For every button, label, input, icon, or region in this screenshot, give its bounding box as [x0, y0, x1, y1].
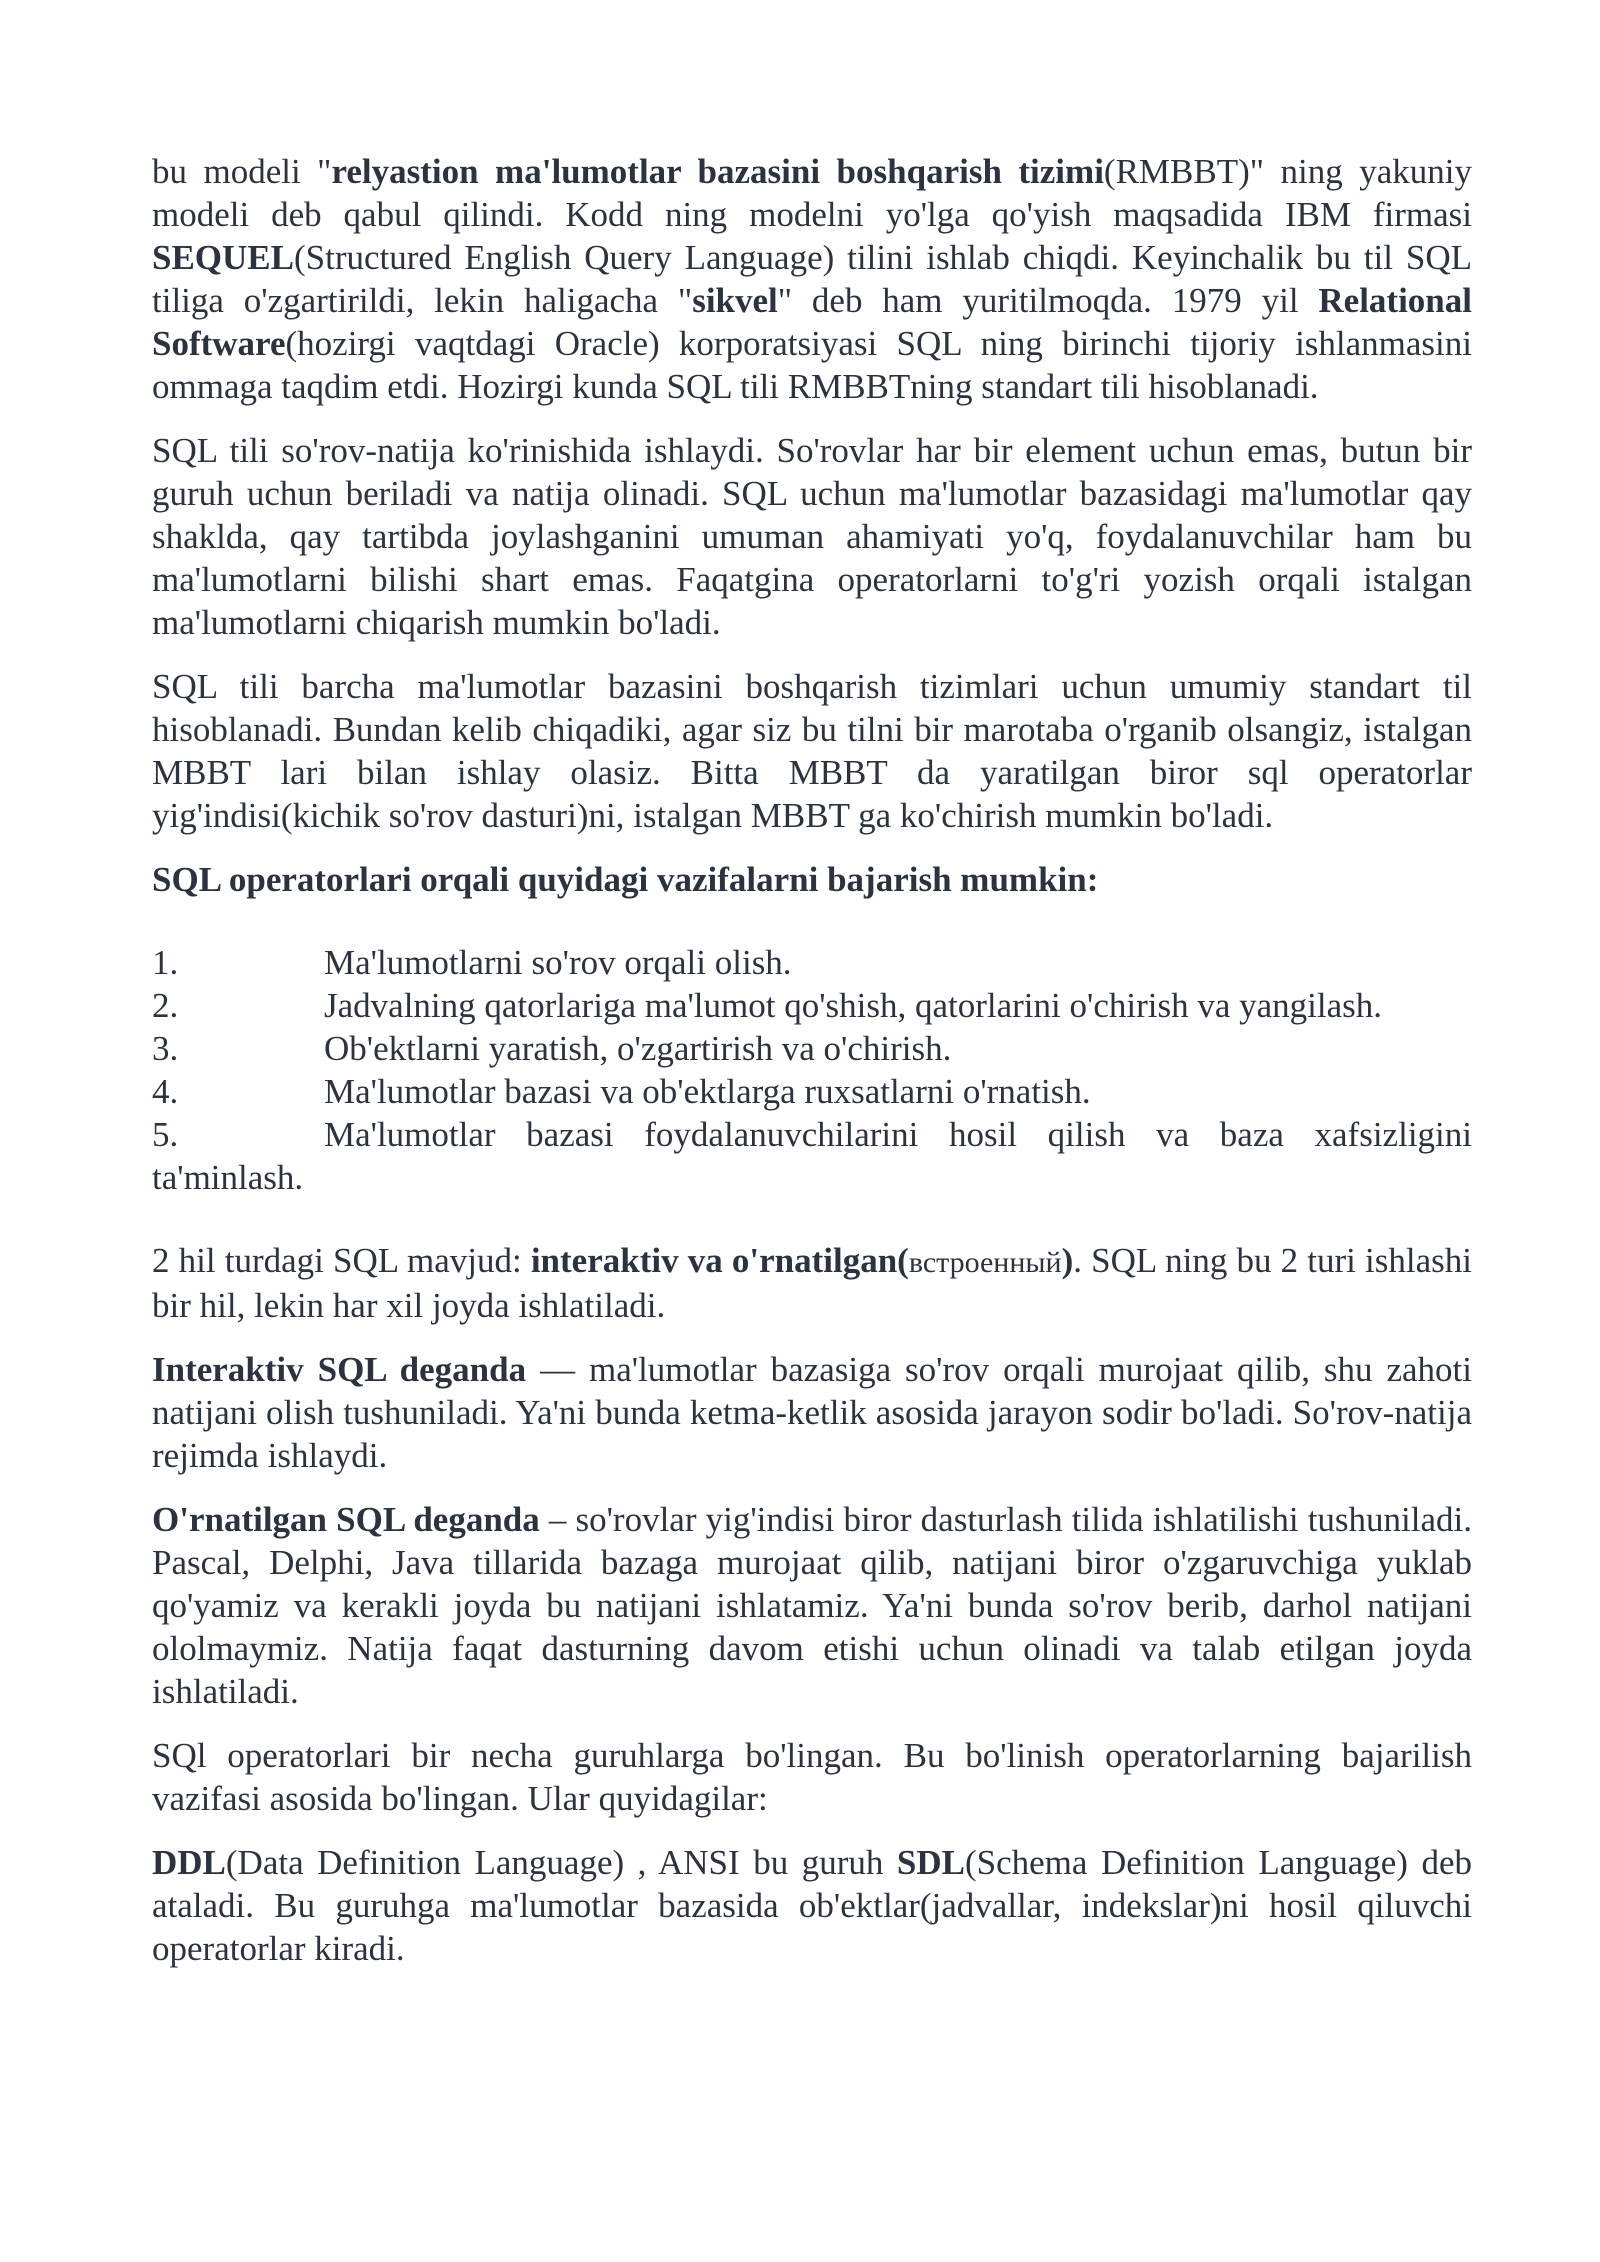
text: — ma'lumotlar bazasiga so'rov orqali murojaat qilib, shu zahoti natijani olish tushuniladi. Ya'ni bunda ketma-ketlik asosida jarayon sodir bo'ladi. So'rov-natija rejimda ishlaydi. [152, 1350, 1472, 1475]
text: (Data Definition Language) , ANSI bu guruh [225, 1843, 897, 1882]
task-list [152, 941, 1472, 1199]
bold-term: SEQUEL [152, 238, 294, 277]
list-number: 4. [152, 1072, 179, 1111]
text: (RMBBT)" ning yakuniy modeli deb qabul qilindi. Kodd ning modelni yo'lga qo'yish maqsadida IBM firmasi [152, 152, 1472, 234]
bold-text: ) [1061, 1241, 1074, 1280]
bold-term: SDL [896, 1843, 965, 1882]
list-text: Ob'ektlarni yaratish, o'zgartirish va o'chirish. [324, 1029, 952, 1068]
document-page [152, 150, 1472, 1991]
paragraph-query-result: SQL tili so'rov-natija ko'rinishida ishlaydi. So'rovlar har bir element uchun emas, butun bir guruh uchun beriladi va natija olinadi. SQL uchun ma'lumotlar bazasidagi ma'lumotlar qay shaklda, qay tartibda joylashganini umuman ahamiyati yo'q, foydalanuvchilar ham bu ma'lumotlarni bilishi shart emas. Faqatgina operatorlarni to'g'ri yozish orqali istalgan ma'lumotlarni chiqarish mumkin bo'ladi. [152, 431, 1472, 642]
cyrillic-term: встроенный [908, 1246, 1062, 1279]
list-item [152, 941, 1472, 984]
bold-text: interaktiv va o'rnatilgan( [530, 1241, 909, 1280]
text: bu modeli " [152, 152, 332, 191]
list-item [152, 1070, 1472, 1113]
list-number: 1. [152, 943, 179, 982]
paragraph-sql-types [152, 1239, 1472, 1327]
list-text: Ma'lumotlar bazasi foydalanuvchilarini hosil qilish va baza xafsizligini ta'minlash. [152, 1115, 1472, 1197]
list-number: 3. [152, 1029, 179, 1068]
bold-term: DDL [152, 1843, 226, 1882]
list-number: 2. [152, 986, 179, 1025]
section-heading: SQL operatorlari orqali quyidagi vazifalarni bajarish mumkin: [152, 860, 1099, 899]
text: (hozirgi vaqtdagi Oracle) korporatsiyasi SQL ning birinchi tijoriy ishlanmasini ommaga taqdim etdi. Hozirgi kunda SQL tili RMBBTning standart tili hisoblanadi. [152, 324, 1472, 406]
list-text: Jadvalning qatorlariga ma'lumot qo'shish, qatorlarini o'chirish va yangilash. [324, 986, 1382, 1025]
bold-term: Relational Software [152, 281, 1472, 363]
bold-term: relyastion ma'lumotlar bazasini boshqarish tizimi [331, 152, 1104, 191]
text: " deb ham yuritilmoqda. 1979 yil [777, 281, 1319, 320]
bold-term: Interaktiv SQL deganda [152, 1350, 527, 1389]
text: 2 hil turdagi SQL mavjud: [152, 1241, 531, 1280]
list-number: 5. [152, 1115, 179, 1154]
paragraph-ddl [152, 1841, 1472, 1970]
text: (Structured English Query Language) tilini ishlab chiqdi. Keyinchalik bu til SQL tiliga o'zgartirildi, lekin haligacha " [152, 238, 1472, 320]
list-text: Ma'lumotlarni so'rov orqali olish. [324, 943, 792, 982]
paragraph-standard: SQL tili barcha ma'lumotlar bazasini boshqarish tizimlari uchun umumiy standart til hisoblanadi. Bundan kelib chiqadiki, agar siz bu tilni bir marotaba o'rganib olsangiz, istalgan MBBT lari bilan ishlay olasiz. Bitta MBBT da yaratilgan biror sql operatorlar yig'indisi(kichik so'rov dasturi)ni, istalgan MBBT ga ko'chirish mumkin bo'ladi. [152, 667, 1472, 835]
text: – so'rovlar yig'indisi biror dasturlash tilida ishlatilishi tushuniladi. Pascal, Delphi, Java tillarida bazaga murojaat qilib, natijani biror o'zgaruvchiga yuklab qo'yamiz va kerakli joyda bu natijani ishlatamiz. Ya'ni bunda so'rov berib, darhol natijani ololmaymiz. Natija faqat dasturning davom etishi uchun olinadi va talab etilgan joyda ishlatiladi. [152, 1500, 1472, 1711]
text: (Schema Definition Language) deb ataladi. Bu guruhga ma'lumotlar bazasida ob'ektlar(jadvallar, indekslar)ni hosil qiluvchi operatorlar kiradi. [152, 1843, 1473, 1968]
paragraph-interactive-sql [152, 1348, 1472, 1477]
paragraph-operator-groups: SQl operatorlari bir necha guruhlarga bo'lingan. Bu bo'linish operatorlarning bajarilish vazifasi asosida bo'lingan. Ular quyidagilar: [152, 1736, 1472, 1818]
text: . SQL ning bu 2 turi ishlashi bir hil, lekin har xil joyda ishlatiladi. [152, 1241, 1472, 1325]
paragraph-history [152, 150, 1472, 408]
bold-term [531, 1241, 1073, 1280]
list-text: Ma'lumotlar bazasi va ob'ektlarga ruxsatlarni o'rnatish. [324, 1072, 1091, 1111]
list-item [152, 1113, 1472, 1199]
paragraph-embedded-sql [152, 1498, 1472, 1713]
list-item [152, 984, 1472, 1027]
bold-term: sikvel [692, 281, 778, 320]
bold-term: O'rnatilgan SQL deganda [152, 1500, 540, 1539]
list-item [152, 1027, 1472, 1070]
